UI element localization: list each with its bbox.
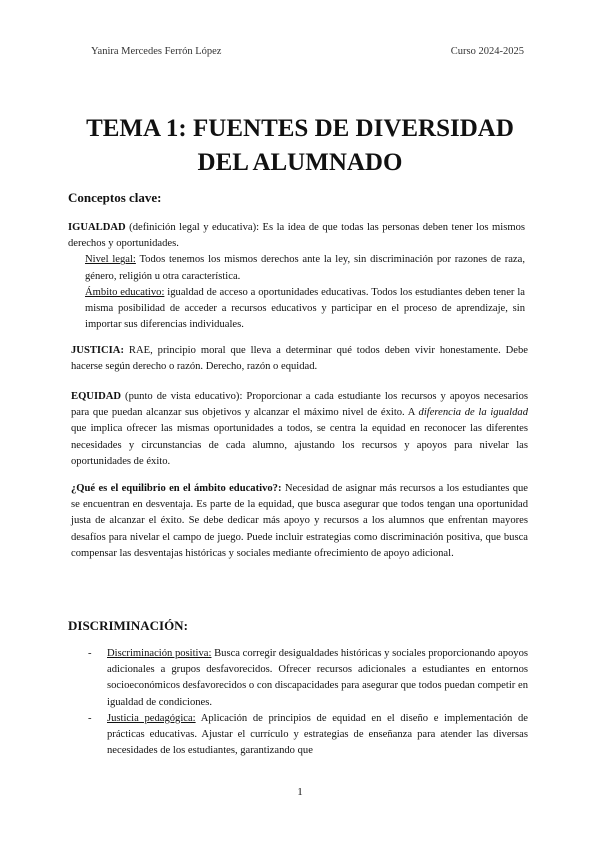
igualdad-educativo (68, 285, 525, 334)
igualdad-edu-label: Ámbito educativo: (85, 286, 165, 298)
discriminacion-heading: DISCRIMINACIÓN: (68, 618, 188, 633)
igualdad-legal-text: Todos tenemos los mismos derechos ante la ley, sin discriminación por razones de raza, género, religión u otra característica. (85, 254, 525, 282)
author-name: Yanira Mercedes Ferrón López (91, 46, 222, 57)
igualdad-term: IGUALDAD (68, 222, 126, 233)
equilibrio-block (71, 481, 528, 562)
justicia-text: RAE, principio moral que lleva a determinar qué todos deben vivir honestamente. Debe hacerse según derecho o razón. Derecho, razón o equidad. (71, 345, 528, 373)
discriminacion-positiva-label: Discriminación positiva: (107, 648, 212, 659)
page-header (91, 46, 524, 57)
justicia-term: JUSTICIA: (71, 345, 124, 356)
equidad-text-after: que implica ofrecer las mismas oportunidades a todos, se centra la equidad en reconocer las diferentes necesidades y circunstancias de cada alumno, ajustando los recursos y apoyos para nivelar las oportunidades de éxito. (71, 423, 528, 467)
igualdad-definition-text: (definición legal y educativa): Es la idea de que todas las personas deben tener los mismos derechos y oportunidades. (68, 222, 525, 250)
igualdad-edu-text: igualdad de acceso a oportunidades educativas. Todos los estudiantes deben tener la misma posibilidad de acceder a recursos educativos y participar en el proceso de aprendizaje, sin importar sus diferencias individuales. (85, 286, 525, 331)
igualdad-legal-label: Nivel legal: (85, 254, 136, 266)
page-number: 1 (297, 786, 303, 798)
igualdad-legal (68, 252, 525, 284)
equidad-text-before: (punto de vista educativo): Proporcionar a cada estudiante los recursos y apoyos necesarios para que puedan alcanzar sus objetivos y alcanzar el máximo nivel de éxito. A (71, 391, 528, 419)
equidad-term: EQUIDAD (71, 391, 122, 402)
conceptos-heading: Conceptos clave: (68, 190, 162, 205)
justicia-pedagogica-label: Justicia pedagógica: (107, 712, 196, 724)
course-year: Curso 2024-2025 (450, 46, 524, 57)
igualdad-definition (68, 220, 525, 252)
dash-marker: - (88, 648, 92, 659)
equidad-block (71, 389, 528, 470)
equilibrio-text: Necesidad de asignar más recursos a los estudiantes que se encuentran en desventaja. Es parte de la equidad, que busca asegurar que todos tengan una oportunidad justa de alcanzar el éxito. Se debe dedicar más apoyo y recursos a los alumnos que enfrentan mayores desafíos para nivelar el campo de juego. Puede incluir estrategias como discriminación positiva, que busca compensar las desventajas históricas y sociales mediante ofrecimiento de apoyo adicional. (71, 483, 528, 559)
discriminacion-positiva-text: Busca corregir desigualdades históricas y sociales proporcionando apoyos adicionales a grupos desfavorecidos. Ofrecer recursos adicionales a estudiantes en entornos socioeconómicos desfavorecidos o con discapacidades para asegurar que todos puedan competir en igualdad de condiciones. (107, 648, 528, 708)
document-title: TEMA 1: FUENTES DE DIVERSIDAD DEL ALUMNADO (86, 115, 514, 176)
dash-marker: - (88, 712, 92, 724)
list-item (88, 711, 528, 760)
equidad-italic: diferencia de la igualdad (418, 407, 528, 419)
list-item (88, 646, 528, 711)
igualdad-block (68, 220, 525, 333)
justicia-block (71, 343, 528, 375)
discriminacion-list (88, 646, 528, 759)
equilibrio-question: ¿Qué es el equilibrio en el ámbito educativo?: (71, 483, 282, 494)
justicia-pedagogica-text: Aplicación de principios de equidad en el diseño e implementación de prácticas educativas. Ajustar el currículo y estrategias de enseñanza para atender las diversas necesidades de los estudiantes, garantizando que (107, 712, 528, 757)
